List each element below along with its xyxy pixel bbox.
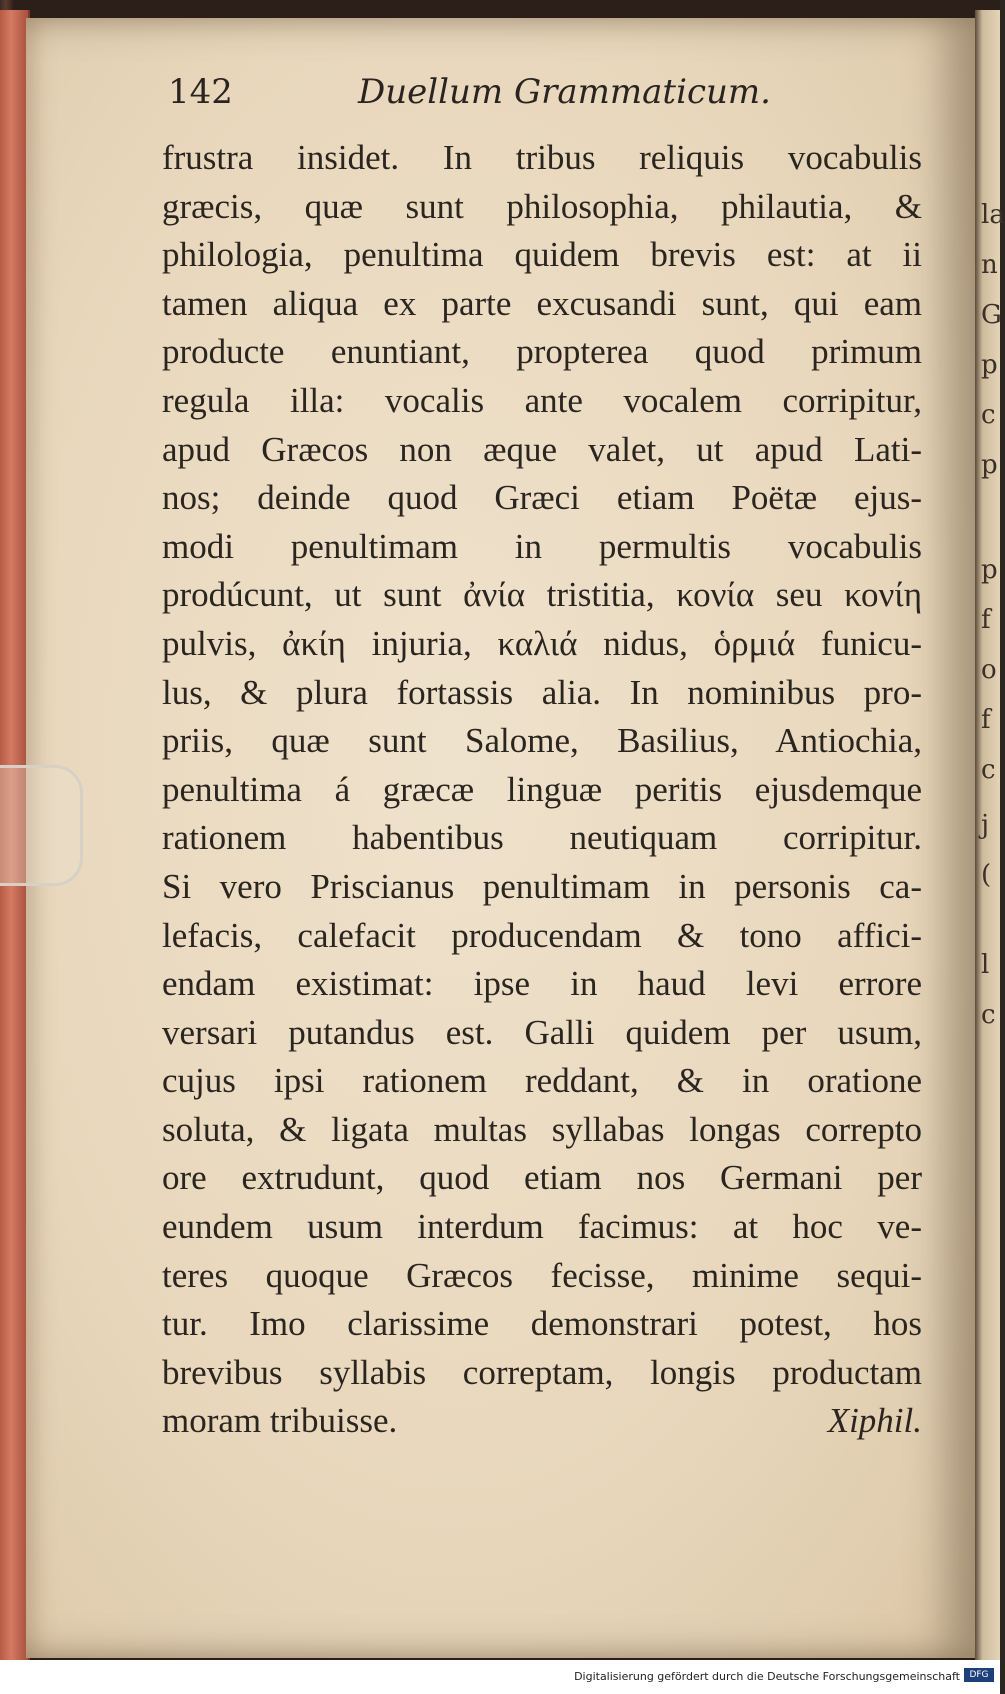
text-line: tur. Imo clarissime demonstrari potest, hos — [162, 1304, 922, 1344]
final-line-text: moram tribuisse. — [162, 1401, 398, 1441]
text-line: regula illa: vocalis ante vocalem corripitur, — [162, 380, 922, 420]
text-line: cujus ipsi rationem reddant, & in oratione — [162, 1061, 922, 1101]
running-title: Duellum Grammaticum. — [358, 72, 771, 112]
text-line: ore extrudunt, quod etiam nos Germani per — [162, 1158, 922, 1198]
page-header — [168, 72, 788, 122]
adjacent-letter: f — [981, 605, 991, 635]
text-line: modi penultimam in permultis vocabulis — [162, 526, 922, 566]
body-text — [162, 134, 922, 1446]
adjacent-letter: c — [981, 400, 996, 430]
adjacent-letter: p — [981, 450, 998, 480]
text-line: apud Græcos non æque valet, ut apud Lati- — [162, 429, 922, 469]
text-line: Si vero Priscianus penultimam in personis ca- — [162, 866, 922, 906]
footer-credit: Digitalisierung gefördert durch die Deutsche Forschungsgemeinschaft — [574, 1670, 960, 1683]
adjacent-letter: G — [981, 300, 1002, 330]
page-clip — [0, 765, 83, 886]
text-line: soluta, & ligata multas syllabas longas correpto — [162, 1109, 922, 1149]
text-line: eundem usum interdum facimus: at hoc ve- — [162, 1207, 922, 1247]
text-line: græcis, quæ sunt philosophia, philautia, & — [162, 186, 922, 226]
adjacent-letter: n — [981, 250, 998, 280]
text-line: teres quoque Græcos fecisse, minime sequi- — [162, 1255, 922, 1295]
text-line: pulvis, ἀκίη injuria, καλιά nidus, ὁρμιά funicu- — [162, 623, 922, 663]
adjacent-letter: p — [981, 350, 998, 380]
text-line — [162, 1397, 922, 1446]
text-line: nos; deinde quod Græci etiam Poëtæ ejus- — [162, 478, 922, 518]
digitization-footer — [0, 1660, 1000, 1694]
text-line: producte enuntiant, propterea quod primum — [162, 332, 922, 372]
adjacent-letter: f — [981, 705, 991, 735]
catchword: Xiphil. — [827, 1401, 922, 1441]
text-line: lus, & plura fortassis alia. In nominibus pro- — [162, 672, 922, 712]
adjacent-letter: o — [981, 655, 997, 685]
text-line: versari putandus est. Galli quidem per usum, — [162, 1012, 922, 1052]
text-line: penultima á græcæ linguæ peritis ejusdemque — [162, 769, 922, 809]
text-line: philologia, penultima quidem brevis est: at ii — [162, 235, 922, 275]
text-line: frustra insidet. In tribus reliquis vocabulis — [162, 138, 922, 177]
text-line: rationem habentibus neutiquam corripitur. — [162, 818, 922, 858]
adjacent-letter: c — [981, 755, 996, 785]
text-line: endam existimat: ipse in haud levi errore — [162, 964, 922, 1004]
adjacent-letter: l — [981, 950, 990, 980]
text-line: tamen aliqua ex parte excusandi sunt, qui eam — [162, 283, 922, 323]
adjacent-letter: la — [981, 200, 1005, 230]
text-line: prodúcunt, ut sunt ἀνία tristitia, κονία seu κονίη — [162, 575, 922, 615]
adjacent-letter: j — [981, 810, 990, 840]
text-line: brevibus syllabis correptam, longis productam — [162, 1352, 922, 1392]
adjacent-letter: p — [981, 555, 998, 585]
text-line: priis, quæ sunt Salome, Basilius, Antiochia, — [162, 721, 922, 761]
dfg-logo: DFG — [964, 1668, 994, 1682]
adjacent-letter: ( — [981, 860, 992, 890]
text-line: lefacis, calefacit producendam & tono affici- — [162, 915, 922, 955]
adjacent-page-edge — [975, 10, 1005, 1660]
page-number: 142 — [168, 72, 233, 112]
adjacent-letter: c — [981, 1000, 996, 1030]
